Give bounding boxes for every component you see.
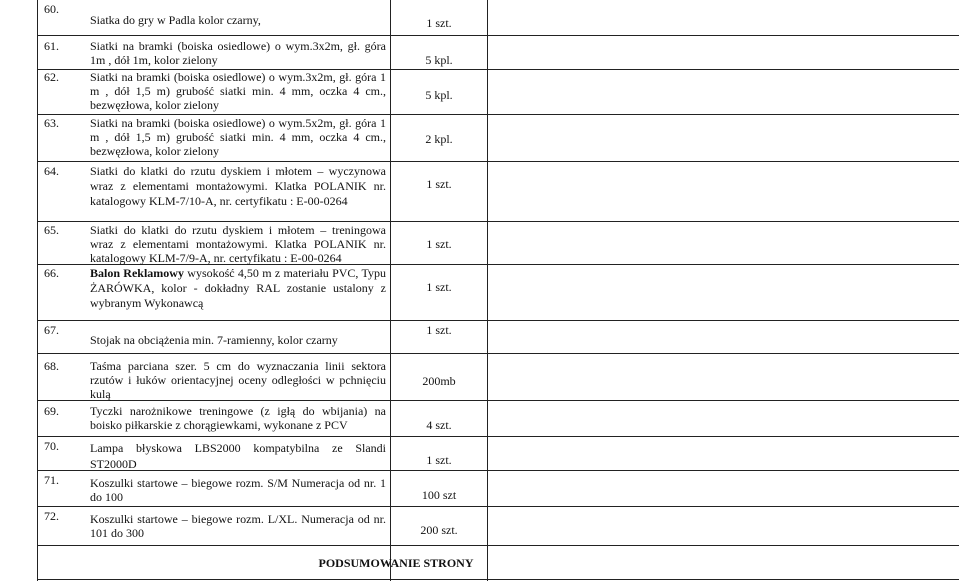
row-description: Taśma parciana szer. 5 cm do wyznaczania linii sektora rzutów i łuków orientacyjnej oceny odległości w pchnięciu kulą: [90, 359, 386, 401]
row-quantity: 1 szt.: [426, 453, 452, 467]
row-number: 62.: [44, 70, 59, 84]
row-description-rest: wysokość 4,50 m z materiału PVC, Typu ŻARÓWKA, kolor - dokładny RAL zostanie ustalony z wybranym Wykonawcą: [90, 266, 386, 310]
row-number: 67.: [44, 323, 59, 337]
row-description: Siatki na bramki (boiska osiedlowe) o wym.5x2m, gł. góra 1 m , dół 1,5 m) grubość siatki min. 4 mm, oczka 4 cm., bezwęzłowa, kolor zielony: [90, 116, 386, 158]
row-line: [37, 545, 959, 546]
row-quantity: 1 szt.: [426, 16, 452, 30]
row-description: Siatka do gry w Padla kolor czarny,: [90, 13, 261, 27]
row-description: Siatki na bramki (boiska osiedlowe) o wym.3x2m, gł. góra 1 m , dół 1,5 m) grubość siatki min. 4 mm, oczka 4 cm., bezwęzłowa, kolor zielony: [90, 70, 386, 112]
row-description: Koszulki startowe – biegowe rozm. L/XL. Numeracja od nr. 101 do 300: [90, 512, 386, 540]
row-quantity: 200 szt.: [420, 523, 458, 537]
row-quantity: 1 szt.: [426, 323, 452, 337]
row-line: [37, 506, 959, 507]
row-quantity: 2 kpl.: [425, 132, 453, 146]
column-divider-qty-next: [487, 0, 488, 581]
row-line: [37, 436, 959, 437]
row-description: Stojak na obciążenia min. 7-ramienny, kolor czarny: [90, 333, 338, 347]
row-line: [37, 353, 959, 354]
row-number: 60.: [44, 2, 59, 16]
row-number: 72.: [44, 509, 59, 523]
row-number: 69.: [44, 404, 59, 418]
row-quantity: 1 szt.: [426, 177, 452, 191]
table-border-left: [37, 0, 38, 581]
row-number: 71.: [44, 473, 59, 487]
row-quantity: 5 kpl.: [425, 88, 453, 102]
row-line: [37, 114, 959, 115]
column-divider-desc-qty: [390, 0, 391, 581]
row-number: 64.: [44, 164, 59, 178]
row-quantity: 5 kpl.: [425, 53, 453, 67]
row-quantity: 4 szt.: [426, 418, 452, 432]
row-description: Lampa błyskowa LBS2000 kompatybilna ze Slandi ST2000D: [90, 441, 386, 471]
row-line: [37, 161, 959, 162]
row-quantity: 1 szt.: [426, 237, 452, 251]
row-number: 63.: [44, 116, 59, 130]
row-description-bold: Balon Reklamowy: [90, 266, 184, 280]
row-number: 66.: [44, 266, 59, 280]
row-quantity: 1 szt.: [426, 280, 452, 294]
row-line: [37, 35, 959, 36]
row-description: [90, 266, 386, 311]
row-line: [37, 221, 959, 222]
row-description: Siatki na bramki (boiska osiedlowe) o wym.3x2m, gł. góra 1m , dół 1m, kolor zielony: [90, 39, 386, 67]
row-number: 68.: [44, 359, 59, 373]
row-number: 70.: [44, 439, 59, 453]
row-description: Koszulki startowe – biegowe rozm. S/M Numeracja od nr. 1 do 100: [90, 476, 386, 504]
row-line: [37, 320, 959, 321]
row-number: 61.: [44, 39, 59, 53]
row-quantity: 100 szt: [421, 488, 457, 502]
row-line: [37, 579, 959, 580]
row-description: Siatki do klatki do rzutu dyskiem i młotem – treningowa wraz z elementami montażowymi. Klatka POLANIK nr. katalogowy KLM-7/9-A, nr. certyfikatu : E-00-0264: [90, 223, 386, 265]
row-description: Tyczki narożnikowe treningowe (z igłą do wbijania) na boisko piłkarskie z chorągiewkami, wykonane z PCV: [90, 404, 386, 432]
page-summary-label: PODSUMOWANIE STRONY: [318, 556, 474, 570]
row-quantity: 200mb: [422, 374, 456, 388]
row-number: 65.: [44, 223, 59, 237]
row-description: Siatki do klatki do rzutu dyskiem i młotem – wyczynowa wraz z elementami montażowymi. Klatka POLANIK nr. katalogowy KLM-7/10-A, nr. certyfikatu : E-00-0264: [90, 164, 386, 208]
